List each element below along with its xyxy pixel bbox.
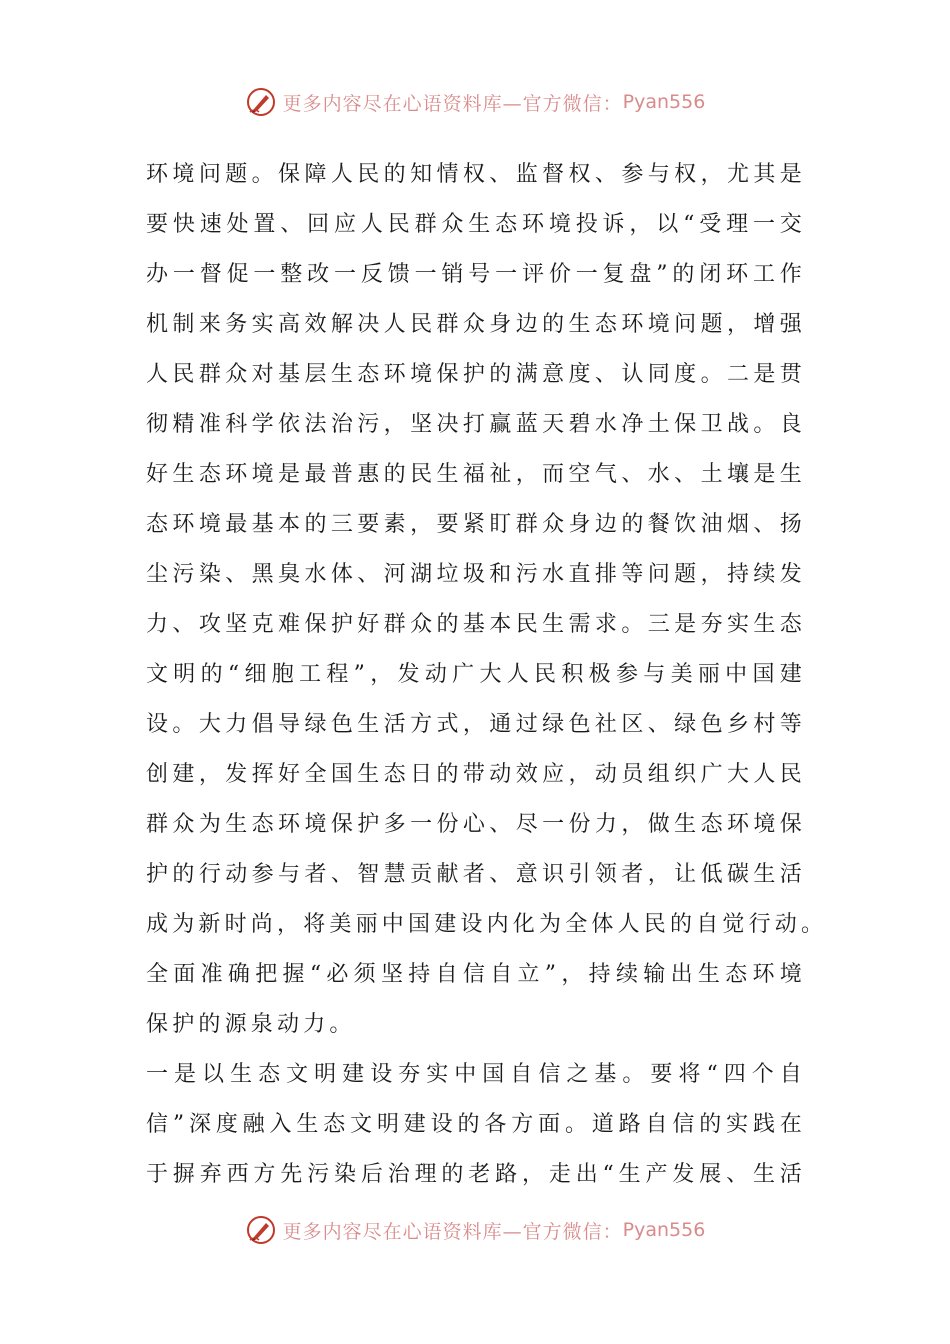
text-line: 办一督促一整改一反馈一销号一评价一复盘”的闭环工作 <box>146 262 806 287</box>
text-line: 全面准确把握“必须坚持自信自立”，持续输出生态环境 <box>146 962 806 987</box>
text-line: 彻精准科学依法治污，坚决打赢蓝天碧水净土保卫战。良 <box>146 412 806 437</box>
text-line: 信”深度融入生态文明建设的各方面。道路自信的实践在 <box>146 1112 806 1137</box>
text-line: 成为新时尚，将美丽中国建设内化为全体人民的自觉行动。 <box>146 912 828 937</box>
text-line: 一是以生态文明建设夯实中国自信之基。要将“四个自 <box>146 1062 806 1087</box>
text-line: 态环境最基本的三要素，要紧盯群众身边的餐饮油烟、扬 <box>146 512 806 537</box>
text-line: 力、攻坚克难保护好群众的基本民生需求。三是夯实生态 <box>146 612 806 637</box>
text-line: 群众为生态环境保护多一份心、尽一份力，做生态环境保 <box>146 812 806 837</box>
text-line: 环境问题。保障人民的知情权、监督权、参与权，尤其是 <box>146 162 806 187</box>
text-line: 护的行动参与者、智慧贡献者、意识引领者，让低碳生活 <box>146 862 806 887</box>
text-line: 文明的“细胞工程”，发动广大人民积极参与美丽中国建 <box>146 662 806 687</box>
footer-brand-text: 更多内容尽在心语资料库—官方微信： <box>282 1220 623 1243</box>
text-line: 好生态环境是最普惠的民生福祉，而空气、水、土壤是生 <box>146 462 806 487</box>
footer-wechat-id: Pyan556 <box>622 1219 706 1241</box>
header-brand-text: 更多内容尽在心语资料库—官方微信： <box>282 92 623 115</box>
pen-seal-icon <box>245 1214 277 1246</box>
header-banner <box>0 82 950 122</box>
text-line: 人民群众对基层生态环境保护的满意度、认同度。二是贯 <box>146 362 806 387</box>
text-line: 要快速处置、回应人民群众生态环境投诉，以“受理一交 <box>146 212 806 237</box>
document-body <box>146 150 828 1200</box>
text-line: 于摒弃西方先污染后治理的老路，走出“生产发展、生活 <box>146 1162 806 1187</box>
footer-banner <box>0 1210 950 1250</box>
pen-seal-icon <box>245 86 277 118</box>
text-line: 机制来务实高效解决人民群众身边的生态环境问题，增强 <box>146 312 806 337</box>
text-line: 创建，发挥好全国生态日的带动效应，动员组织广大人民 <box>146 762 806 787</box>
text-line: 设。大力倡导绿色生活方式，通过绿色社区、绿色乡村等 <box>146 712 806 737</box>
header-wechat-id: Pyan556 <box>622 91 706 113</box>
text-line: 保护的源泉动力。 <box>146 1012 356 1037</box>
text-line: 尘污染、黑臭水体、河湖垃圾和污水直排等问题，持续发 <box>146 562 806 587</box>
